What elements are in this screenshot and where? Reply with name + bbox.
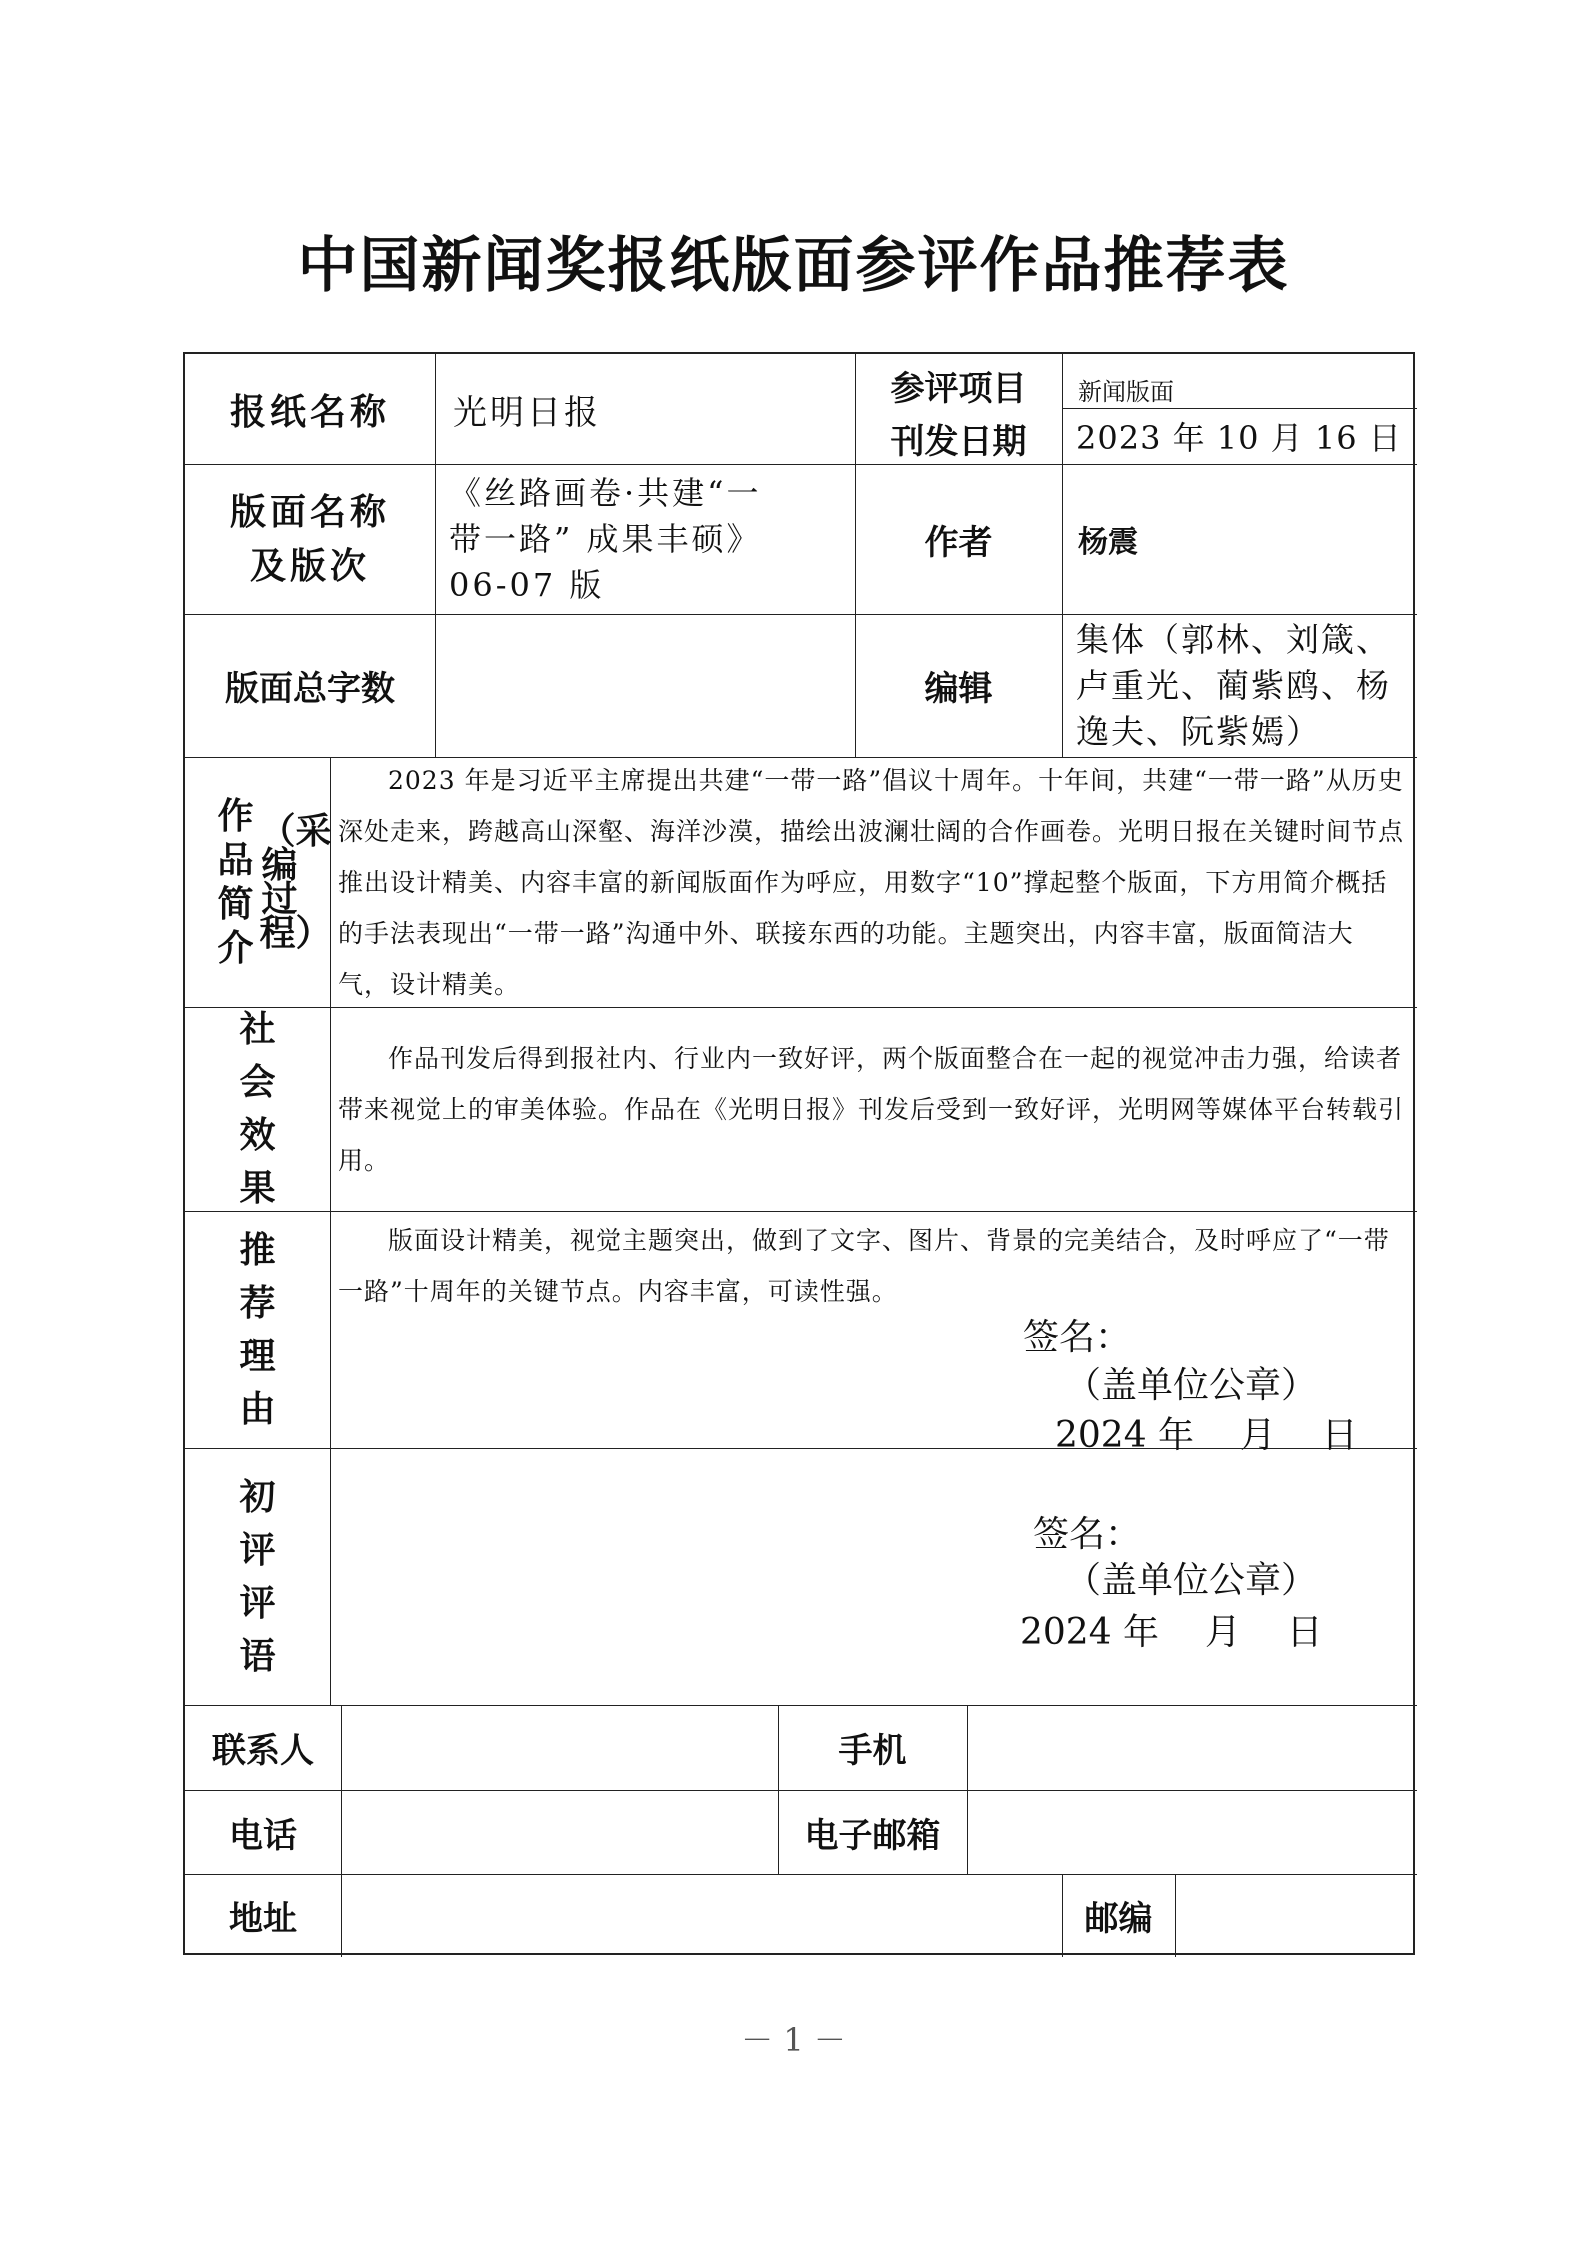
recommend-reason-label: 推荐理由 xyxy=(239,1228,276,1430)
contact-value[interactable] xyxy=(341,1705,778,1790)
newspaper-name-value[interactable]: 光明日报 xyxy=(453,392,601,433)
recommend-seal-label: （盖单位公章） xyxy=(1065,1365,1318,1406)
pub-date-label: 刊发日期 xyxy=(890,421,1027,462)
review-sign-label[interactable]: 签名： xyxy=(1033,1514,1142,1555)
editor-label: 编辑 xyxy=(924,669,993,709)
postcode-value[interactable] xyxy=(1175,1874,1417,1957)
mobile-value[interactable] xyxy=(967,1705,1417,1790)
intro-label xyxy=(185,757,330,1007)
social-effect-text[interactable]: 作品刊发后得到报社内、行业内一致好评，两个版面整合在一起的视觉冲击力强，给读者带来视觉上的审美体验。作品在《光明日报》刊发后受到一致好评，光明网等媒体平台转载引用。 xyxy=(338,1043,1405,1175)
word-count-value[interactable] xyxy=(435,614,855,757)
document-title: 中国新闻奖报纸版面参评作品推荐表 xyxy=(297,231,1290,301)
page-number: － 1 － xyxy=(741,2021,846,2059)
layout-name-value[interactable]: 《丝路画卷·共建“一 带一路” 成果丰硕》 06-07 版 xyxy=(449,474,762,604)
intro-text[interactable]: 2023 年是习近平主席提出共建“一带一路”倡议十周年。十年间，共建“一带一路”从历史深处走来，跨越高山深壑、海洋沙漠，描绘出波澜壮阔的合作画卷。光明日报在关键时间节点推出设计精美、内容丰富的新闻版面作为呼应，用数字“10”撑起整个版面，下方用简介概括的手法表现出“一带一路”沟通中外、联接东西的功能。主题突出，内容丰富，版面简洁大气，设计精美。 xyxy=(338,765,1405,999)
author-value[interactable]: 杨震 xyxy=(1078,525,1138,560)
category-label: 参评项目 xyxy=(890,368,1027,408)
editor-value[interactable]: 集体（郭林、刘箴、 卢重光、蔺紫鸥、杨 逸夫、阮紫嫣） xyxy=(1076,619,1391,751)
word-count-label: 版面总字数 xyxy=(225,669,395,709)
table-rule xyxy=(185,1211,1417,1212)
review-date[interactable]: 2024 年 月 日 xyxy=(1020,1612,1323,1653)
email-value[interactable] xyxy=(967,1790,1417,1874)
recommend-sign-label[interactable]: 签名： xyxy=(1023,1317,1132,1358)
email-label: 电子邮箱 xyxy=(804,1815,941,1856)
recommend-date[interactable]: 2024 年 月 日 xyxy=(1055,1415,1358,1456)
intro-label-main: 作品简介 xyxy=(217,795,254,969)
phone-value[interactable] xyxy=(341,1790,778,1874)
recommendation-form-table xyxy=(183,352,1415,1955)
pub-date-value[interactable]: 2023 年 10 月 16 日 xyxy=(1076,419,1402,457)
social-effect-label: 社会效果 xyxy=(239,1008,276,1209)
address-value[interactable] xyxy=(341,1874,1062,1957)
address-label: 地址 xyxy=(229,1899,297,1939)
author-label: 作者 xyxy=(924,522,993,563)
contact-label: 联系人 xyxy=(212,1731,314,1771)
mobile-label: 手机 xyxy=(838,1731,907,1771)
intro-label-paren: （采编过程） xyxy=(259,810,332,954)
review-seal-label: （盖单位公章） xyxy=(1065,1560,1318,1601)
category-value[interactable]: 新闻版面 xyxy=(1078,377,1174,406)
initial-review-label: 初评评语 xyxy=(239,1475,276,1677)
newspaper-name-label: 报纸名称 xyxy=(229,390,390,433)
postcode-label: 邮编 xyxy=(1084,1899,1153,1939)
layout-name-label: 版面名称 及版次 xyxy=(229,491,390,587)
phone-label: 电话 xyxy=(229,1815,297,1856)
recommend-reason-text[interactable]: 版面设计精美，视觉主题突出，做到了文字、图片、背景的完美结合，及时呼应了“一带一路”十周年的关键节点。内容丰富，可读性强。 xyxy=(338,1226,1390,1306)
